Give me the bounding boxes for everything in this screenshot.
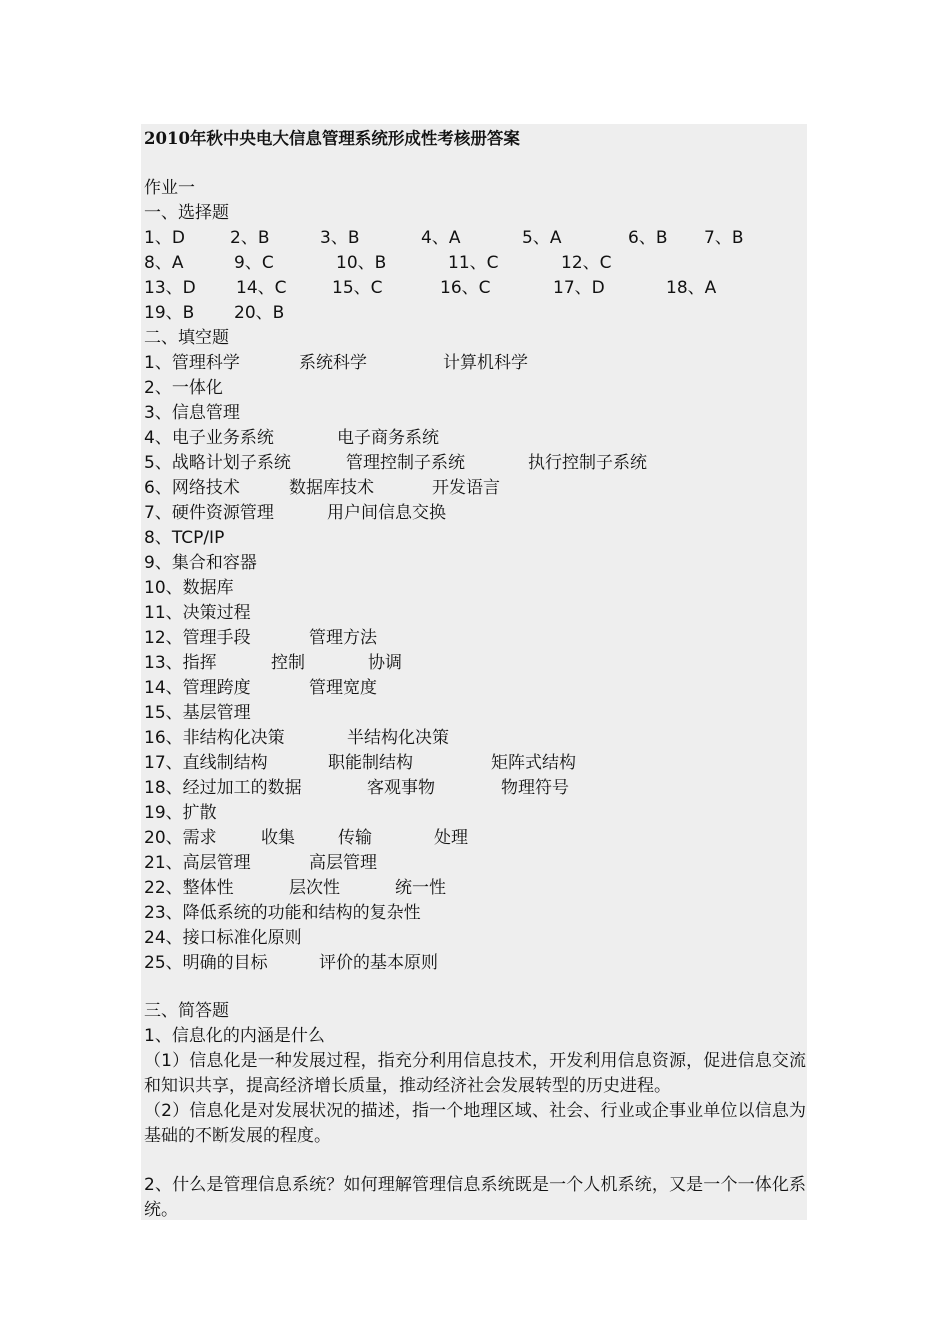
fill-answer: 13、指挥 (144, 653, 217, 673)
choice-answer: 15、C (332, 278, 383, 298)
choice-answer: 12、C (561, 253, 612, 273)
choice-answer: 6、B (628, 228, 668, 248)
fill-answer: 层次性 (289, 878, 340, 898)
choice-answer: 4、A (421, 228, 461, 248)
fill-answer: 矩阵式结构 (491, 753, 576, 773)
fill-answer: 19、扩散 (144, 803, 217, 823)
fill-answer: 客观事物 (367, 778, 435, 798)
fill-answer: 3、信息管理 (144, 403, 240, 423)
choice-answer: 1、D (144, 228, 185, 248)
fill-answer: 协调 (368, 653, 402, 673)
fill-answer: 8、TCP/IP (144, 528, 225, 548)
fill-answer: 18、经过加工的数据 (144, 778, 302, 798)
fill-answer: 17、直线制结构 (144, 753, 268, 773)
fill-answer: 开发语言 (432, 478, 500, 498)
section-heading-choice: 一、选择题 (144, 203, 229, 223)
fill-answer: 职能制结构 (328, 753, 413, 773)
fill-answer: 10、数据库 (144, 578, 234, 598)
fill-answer: 评价的基本原则 (319, 953, 438, 973)
fill-answer: 执行控制子系统 (528, 453, 647, 473)
choice-answer: 10、B (336, 253, 387, 273)
answer-1-part-1: （1）信息化是一种发展过程，指充分利用信息技术，开发利用信息资源，促进信息交流和知识共享，提高经济增长质量，推动经济社会发展转型的历史进程。 (144, 1051, 806, 1096)
assignment-heading: 作业一 (144, 178, 195, 198)
fill-answer: 收集 (261, 828, 295, 848)
fill-answer: 控制 (271, 653, 305, 673)
fill-answer: 21、高层管理 (144, 853, 251, 873)
choice-answer: 2、B (230, 228, 270, 248)
fill-answer: 处理 (434, 828, 468, 848)
fill-answer: 1、管理科学 (144, 353, 240, 373)
fill-answer: 5、战略计划子系统 (144, 453, 291, 473)
fill-answer: 管理宽度 (309, 678, 377, 698)
fill-answer: 25、明确的目标 (144, 953, 268, 973)
fill-answer: 2、一体化 (144, 378, 223, 398)
choice-answer: 3、B (320, 228, 360, 248)
fill-answer: 14、管理跨度 (144, 678, 251, 698)
fill-answer: 16、非结构化决策 (144, 728, 285, 748)
fill-answer: 数据库技术 (289, 478, 374, 498)
fill-answer: 用户间信息交换 (327, 503, 446, 523)
fill-answer: 22、整体性 (144, 878, 234, 898)
fill-answer: 高层管理 (309, 853, 377, 873)
fill-answer: 11、决策过程 (144, 603, 251, 623)
document-title: 2010年秋中央电大信息管理系统形成性考核册答案 (144, 129, 520, 148)
fill-answer: 4、电子业务系统 (144, 428, 274, 448)
choice-answer: 20、B (234, 303, 285, 323)
fill-answer: 20、需求 (144, 828, 217, 848)
choice-answer: 16、C (440, 278, 491, 298)
section-heading-fill: 二、填空题 (144, 328, 229, 348)
fill-answer: 12、管理手段 (144, 628, 251, 648)
fill-answer: 9、集合和容器 (144, 553, 257, 573)
question-1: 1、信息化的内涵是什么 (144, 1026, 325, 1046)
fill-answer: 管理方法 (309, 628, 377, 648)
fill-answer: 计算机科学 (443, 353, 528, 373)
fill-answer: 6、网络技术 (144, 478, 240, 498)
choice-answer: 17、D (553, 278, 605, 298)
fill-answer: 系统科学 (299, 353, 367, 373)
choice-answer: 7、B (704, 228, 744, 248)
choice-answer: 13、D (144, 278, 196, 298)
fill-answer: 7、硬件资源管理 (144, 503, 274, 523)
fill-answer: 统一性 (395, 878, 446, 898)
choice-answer: 11、C (448, 253, 499, 273)
choice-answer: 14、C (236, 278, 287, 298)
fill-answer: 电子商务系统 (337, 428, 439, 448)
choice-answer: 5、A (522, 228, 562, 248)
answer-1-part-2: （2）信息化是对发展状况的描述，指一个地理区域、社会、行业或企事业单位以信息为基础的不断发展的程度。 (144, 1101, 806, 1146)
choice-answer: 18、A (666, 278, 717, 298)
fill-answer: 24、接口标准化原则 (144, 928, 302, 948)
fill-answer: 半结构化决策 (347, 728, 449, 748)
choice-answer: 8、A (144, 253, 184, 273)
fill-answer: 管理控制子系统 (346, 453, 465, 473)
section-heading-short: 三、简答题 (144, 1001, 229, 1021)
choice-answer: 19、B (144, 303, 195, 323)
fill-answer: 物理符号 (501, 778, 569, 798)
fill-answer: 传输 (338, 828, 372, 848)
fill-answer: 23、降低系统的功能和结构的复杂性 (144, 903, 421, 923)
question-2: 2、什么是管理信息系统？如何理解管理信息系统既是一个人机系统，又是一个一体化系统。 (144, 1175, 806, 1220)
choice-answer: 9、C (234, 253, 274, 273)
fill-answer: 15、基层管理 (144, 703, 251, 723)
